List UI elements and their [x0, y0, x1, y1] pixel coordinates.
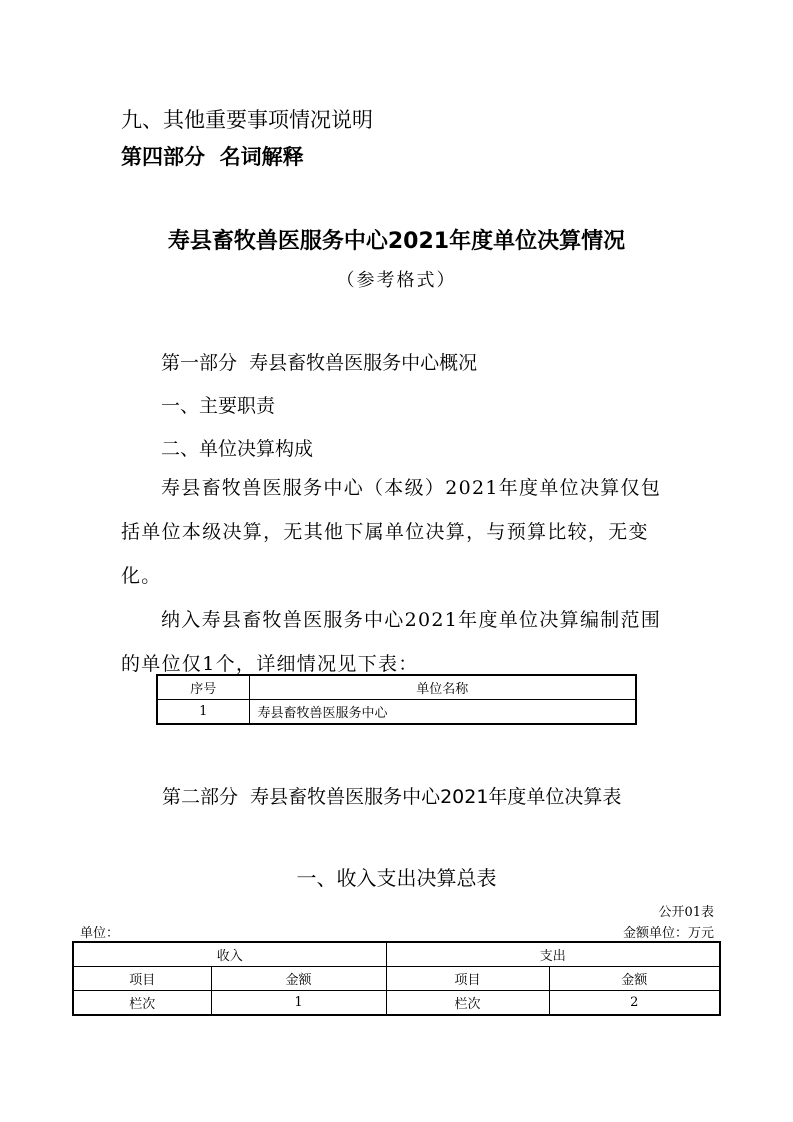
document-subtitle: （参考格式） [336, 270, 457, 291]
header-cell: 金额 [211, 967, 386, 991]
table-code: 公开01表 [658, 905, 714, 920]
table-cell: 栏次 [386, 991, 549, 1016]
table-cell: 栏次 [73, 991, 211, 1016]
main-duties-heading: 一、主要职责 [161, 395, 276, 417]
unit-label: 单位： [80, 926, 120, 941]
table-row [73, 991, 720, 1016]
income-group-header: 收入 [73, 942, 386, 967]
document-title: 寿县畜牧兽医服务中心2021年度单位决算情况 [167, 229, 626, 254]
composition-paragraph: 寿县畜牧兽医服务中心（本级）2021年度单位决算仅包括单位本级决算，无其他下属单位决算，与预算比较，无变化。 [121, 477, 662, 587]
header-cell: 项目 [386, 967, 549, 991]
table-title: 一、收入支出决算总表 [296, 866, 497, 890]
table-cell: 1 [211, 991, 386, 1016]
amount-unit-label: 金额单位：万元 [622, 926, 714, 941]
table-cell: 寿县畜牧兽医服务中心 [249, 700, 636, 725]
group-header-row [73, 942, 720, 967]
budget-composition-heading: 二、单位决算构成 [161, 438, 314, 460]
units-table [156, 674, 637, 725]
header-cell: 序号 [157, 675, 249, 700]
header-cell: 金额 [549, 967, 720, 991]
expense-group-header: 支出 [386, 942, 720, 967]
table-header-row [157, 675, 636, 700]
part-one-heading: 第一部分 寿县畜牧兽医服务中心概况 [161, 352, 478, 374]
table-row [157, 700, 636, 725]
income-expense-summary-table [72, 941, 721, 1016]
table-cell: 2 [549, 991, 720, 1016]
header-cell: 项目 [73, 967, 211, 991]
table-cell: 1 [157, 700, 249, 725]
section-nine-heading: 九、其他重要事项情况说明 [121, 108, 373, 132]
column-header-row [73, 967, 720, 991]
scope-paragraph: 纳入寿县畜牧兽医服务中心2021年度单位决算编制范围的单位仅1个，详细情况见下表： [121, 609, 662, 675]
part-two-heading: 第二部分 寿县畜牧兽医服务中心2021年度单位决算表 [162, 786, 622, 808]
part-four-heading: 第四部分 名词解释 [121, 145, 304, 169]
header-cell: 单位名称 [249, 675, 636, 700]
